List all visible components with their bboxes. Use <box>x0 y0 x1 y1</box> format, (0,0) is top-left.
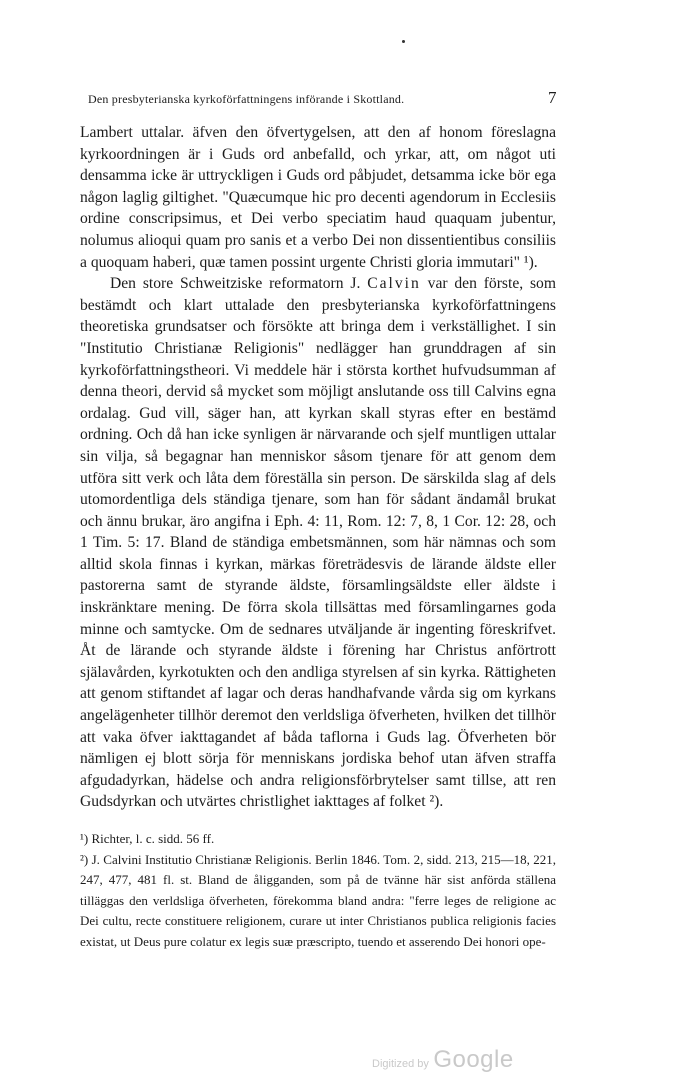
footnote-1-mark: ¹) <box>80 831 89 846</box>
running-header <box>88 92 566 110</box>
paragraph-2-rest: var den förste, som bestämdt och klart uttalade den presbyterianska kyrkoförfattningens theoretiska grundsatser och försökte att bringa dem i verkställighet. I sin "Institutio Christianæ Religionis" nedlägger han grunddragen af sin kyrkoförfattningstheori. Vi meddele här i största korthet hufvudsumman af denna theori, dervid så mycket som möjligt anslutande oss till Calvins egna ordalag. Gud vill, säger han, att kyrkan skall styras efter en bestämd ordning. Och då han icke synligen är närvarande och sjelf muntligen uttalar sin vilja, så begagnar han menniskor såsom tjenare för att genom dem utföra sitt verk och låta dem föreställa sin person. De särskilda slag af dels utomordentliga dels ständiga tjenare, som han för sådant ändamål brukat och ännu brukar, äro angifna i Eph. 4: 11, Rom. 12: 7, 8, 1 Cor. 12: 28, och 1 Tim. 5: 17. Bland de ständiga embetsmännen, som här nämnas och som alltid skola finnas i kyrkan, märkas företrädesvis de lärande äldste eller pastorerna samt de styrande äldste, församlingsäldste eller äldste i inskränktare mening. De förra skola tillsättas med församlingarnes goda minne och samtycke. Om de sednares utväljande är ingenting föreskrifvet. Åt de lärande och styrande äldste i förening har Christus anförtrott själavården, kyrkotukten och den andliga styrelsen af sin kyrka. Rättigheten att genom stiftandet af lagar och deras handhafvande vårda sig om kyrkans angelägenheter tillhör deremot den verldsliga öfverheten, hvilken det tillhör att vaka öfver iakttagandet af båda taflorna i Guds lag. Öfverheten bör nämligen ej blott sörja för menniskans jordiska behof utan äfven straffa afgudadyrkan, hädelse och andra religionsförbrytelser samt tillse, att ren Gudsdyrkan och utvärtes christlighet iakttages af folket ²). <box>80 275 556 811</box>
footnotes <box>80 829 556 953</box>
digitized-watermark <box>372 1046 514 1074</box>
paragraph-2-lead: Den store Schweitziske reformatorn J. <box>110 275 361 293</box>
running-title: Den presbyterianska kyrkoförfattningens införande i Skottland. <box>88 92 405 106</box>
footnote-1 <box>80 829 556 850</box>
paragraph-1: Lambert uttalar. äfven den öfvertygelsen, att den af honom föreslagna kyrkoordningen är i Guds ord anbefalld, och yrkar, att, om något uti densamma icke är uttryckligen i Guds ord påbjudet, detsamma icke bör ega någon laglig giltighet. "Quæcumque hic pro decenti agendorum in Ecclesiis ordine conscripsimus, et Dei verbo speciatim haud quaquam jubentur, nolumus alioqui quam pro sanis et a verbo Dei non dissentientibus consiliis a quoquam haberi, quæ tamen possint urgente Christi gloria immutari" ¹). <box>80 124 556 271</box>
paragraph-2 <box>80 273 556 813</box>
ink-speck <box>402 40 405 43</box>
main-text <box>80 122 556 813</box>
footnote-2-mark: ²) <box>80 851 89 867</box>
footnote-1-text: Richter, l. c. sidd. 56 ff. <box>91 831 215 846</box>
footnote-2-text: J. Calvini Institutio Christianæ Religionis. Berlin 1846. Tom. 2, sidd. 213, 215—18, 221, 247, 477, 481 fl. st. Bland de åligganden, som på de tvänne här sist anförda ställena tilläggas den verldsliga öfverheten, förekomma bland andra: "ferre leges de religione ac Dei cultu, recte constituere religionem, curare ut inter Christianos publica religionis facies existat, ut Deus pure colatur ex legis suæ præscripto, tuendo et asserendo Dei honori ope- <box>80 851 556 949</box>
page-number: 7 <box>548 88 557 107</box>
footnote-2 <box>80 850 556 953</box>
watermark-digitized-by: Digitized by <box>372 1058 429 1070</box>
watermark-google-logo: Google <box>433 1046 514 1073</box>
calvin-name: Calvin <box>367 275 421 293</box>
